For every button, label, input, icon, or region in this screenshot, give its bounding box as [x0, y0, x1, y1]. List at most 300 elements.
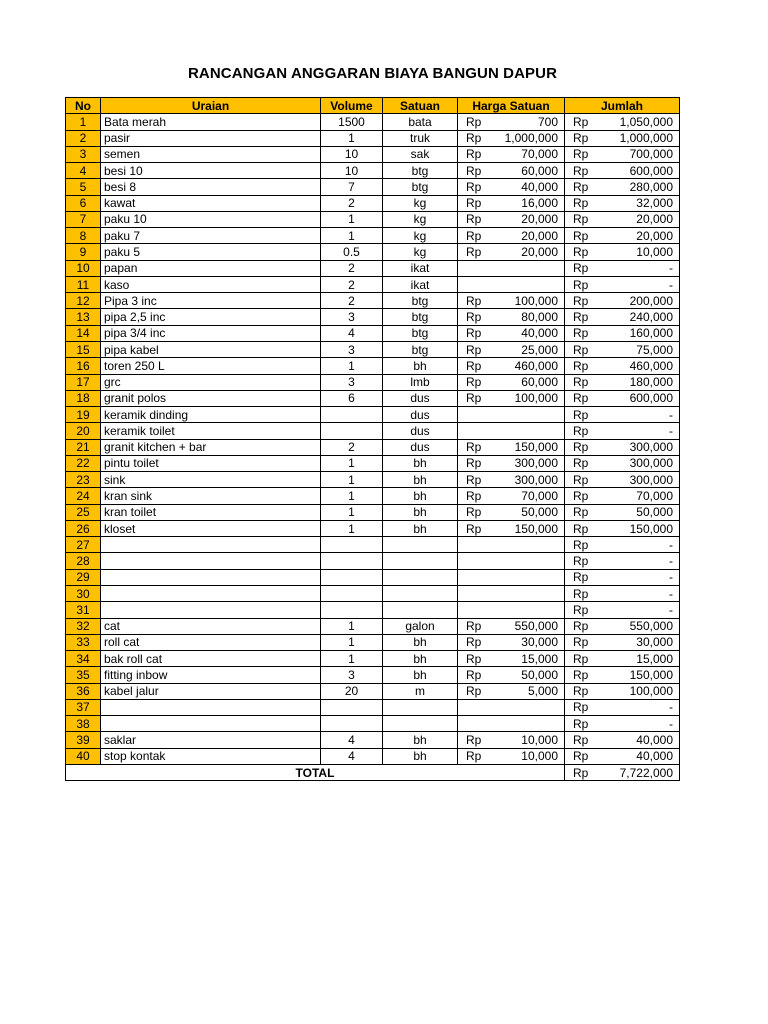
currency-label: Rp	[466, 212, 482, 227]
table-row	[66, 390, 680, 406]
row-no: 3	[66, 146, 101, 162]
row-no: 30	[66, 585, 101, 601]
currency-label: Rp	[573, 700, 589, 715]
row-uraian: pipa 2,5 inc	[101, 309, 321, 325]
row-no: 27	[66, 537, 101, 553]
row-jumlah-cell	[565, 325, 680, 341]
row-jumlah-cell	[565, 667, 680, 683]
row-jumlah-value: 300,000	[629, 456, 673, 471]
row-uraian: semen	[101, 146, 321, 162]
currency-label: Rp	[466, 131, 482, 146]
row-harga-satuan-value: 60,000	[521, 375, 558, 390]
row-jumlah-value: -	[669, 537, 673, 552]
row-no: 32	[66, 618, 101, 634]
row-jumlah-cell	[565, 423, 680, 439]
total-jumlah-cell	[565, 764, 680, 780]
row-harga-satuan-cell	[458, 374, 565, 390]
row-satuan: bh	[383, 748, 458, 764]
row-volume: 3	[321, 309, 383, 325]
header-harga-satuan: Harga Satuan	[458, 98, 565, 114]
row-jumlah-value: 40,000	[636, 732, 673, 747]
currency-label: Rp	[466, 635, 482, 650]
row-harga-satuan-cell	[458, 211, 565, 227]
row-satuan: sak	[383, 146, 458, 162]
row-harga-satuan-value: 150,000	[514, 521, 558, 536]
row-satuan	[383, 585, 458, 601]
row-harga-satuan-value: 50,000	[521, 505, 558, 520]
row-harga-satuan-cell	[458, 260, 565, 276]
currency-label: Rp	[573, 293, 589, 308]
table-row	[66, 488, 680, 504]
row-satuan: bh	[383, 455, 458, 471]
row-no: 29	[66, 569, 101, 585]
table-row	[66, 341, 680, 357]
row-jumlah-cell	[565, 374, 680, 390]
row-jumlah-value: -	[669, 277, 673, 292]
row-jumlah-cell	[565, 504, 680, 520]
row-no: 8	[66, 228, 101, 244]
currency-label: Rp	[466, 375, 482, 390]
row-volume: 1	[321, 455, 383, 471]
row-no: 18	[66, 390, 101, 406]
row-uraian: cat	[101, 618, 321, 634]
row-jumlah-cell	[565, 732, 680, 748]
table-row	[66, 716, 680, 732]
row-harga-satuan-value: 700	[537, 114, 558, 129]
row-no: 2	[66, 130, 101, 146]
row-jumlah-value: 160,000	[629, 326, 673, 341]
row-jumlah-cell	[565, 276, 680, 292]
row-harga-satuan-value: 20,000	[521, 212, 558, 227]
page-title: RANCANGAN ANGGARAN BIAYA BANGUN DAPUR	[188, 65, 557, 82]
row-no: 40	[66, 748, 101, 764]
row-harga-satuan-cell	[458, 146, 565, 162]
row-harga-satuan-cell	[458, 309, 565, 325]
currency-label: Rp	[573, 472, 589, 487]
row-uraian: keramik dinding	[101, 407, 321, 423]
row-volume: 20	[321, 683, 383, 699]
row-harga-satuan-value: 30,000	[521, 635, 558, 650]
total-label: TOTAL	[66, 764, 565, 780]
currency-label: Rp	[573, 684, 589, 699]
row-satuan: bh	[383, 472, 458, 488]
currency-label: Rp	[573, 554, 589, 569]
row-no: 33	[66, 634, 101, 650]
row-no: 16	[66, 358, 101, 374]
row-volume: 2	[321, 276, 383, 292]
row-harga-satuan-cell	[458, 553, 565, 569]
row-volume: 1	[321, 618, 383, 634]
row-uraian: sink	[101, 472, 321, 488]
row-uraian: paku 10	[101, 211, 321, 227]
row-volume	[321, 553, 383, 569]
currency-label: Rp	[573, 521, 589, 536]
table-row	[66, 683, 680, 699]
row-volume	[321, 602, 383, 618]
header-jumlah: Jumlah	[565, 98, 680, 114]
row-satuan: m	[383, 683, 458, 699]
row-harga-satuan-cell	[458, 179, 565, 195]
row-volume: 0.5	[321, 244, 383, 260]
row-jumlah-value: 70,000	[636, 489, 673, 503]
row-uraian: pipa kabel	[101, 341, 321, 357]
row-jumlah-value: -	[669, 716, 673, 731]
row-volume: 1	[321, 228, 383, 244]
row-jumlah-value: -	[669, 261, 673, 276]
table-row	[66, 439, 680, 455]
row-volume: 6	[321, 390, 383, 406]
row-jumlah-cell	[565, 358, 680, 374]
row-jumlah-value: 600,000	[629, 391, 673, 406]
row-uraian	[101, 553, 321, 569]
row-no: 10	[66, 260, 101, 276]
row-harga-satuan-cell	[458, 683, 565, 699]
row-jumlah-value: 32,000	[636, 196, 673, 211]
row-jumlah-cell	[565, 569, 680, 585]
row-jumlah-cell	[565, 651, 680, 667]
row-uraian: kaso	[101, 276, 321, 292]
currency-label: Rp	[466, 391, 482, 406]
row-satuan: bh	[383, 520, 458, 536]
row-uraian: fitting inbow	[101, 667, 321, 683]
row-harga-satuan-value: 100,000	[514, 391, 558, 406]
row-uraian: kawat	[101, 195, 321, 211]
row-uraian	[101, 699, 321, 715]
row-jumlah-value: 100,000	[629, 684, 673, 699]
row-uraian: pasir	[101, 130, 321, 146]
row-volume: 4	[321, 748, 383, 764]
table-row	[66, 260, 680, 276]
row-harga-satuan-value: 300,000	[514, 456, 558, 471]
currency-label: Rp	[573, 179, 589, 194]
row-jumlah-value: 280,000	[629, 179, 673, 194]
table-header-row	[66, 98, 680, 114]
row-satuan: kg	[383, 244, 458, 260]
currency-label: Rp	[573, 440, 589, 455]
row-satuan	[383, 569, 458, 585]
currency-label: Rp	[573, 261, 589, 276]
currency-label: Rp	[466, 732, 482, 747]
row-uraian: pintu toilet	[101, 455, 321, 471]
table-row	[66, 472, 680, 488]
currency-label: Rp	[466, 179, 482, 194]
currency-label: Rp	[573, 716, 589, 731]
row-harga-satuan-value: 15,000	[521, 651, 558, 666]
row-satuan: btg	[383, 179, 458, 195]
row-jumlah-value: -	[669, 700, 673, 715]
currency-label: Rp	[466, 684, 482, 699]
table-row	[66, 455, 680, 471]
row-jumlah-cell	[565, 472, 680, 488]
currency-label: Rp	[573, 114, 589, 129]
row-no: 1	[66, 114, 101, 130]
row-jumlah-value: 50,000	[636, 505, 673, 520]
table-row	[66, 114, 680, 130]
row-no: 9	[66, 244, 101, 260]
row-harga-satuan-cell	[458, 341, 565, 357]
row-harga-satuan-cell	[458, 455, 565, 471]
table-row	[66, 163, 680, 179]
row-satuan: galon	[383, 618, 458, 634]
row-jumlah-cell	[565, 488, 680, 504]
row-volume: 2	[321, 260, 383, 276]
row-harga-satuan-cell	[458, 130, 565, 146]
row-no: 22	[66, 455, 101, 471]
row-satuan	[383, 537, 458, 553]
row-no: 37	[66, 699, 101, 715]
currency-label: Rp	[573, 619, 589, 634]
row-harga-satuan-cell	[458, 244, 565, 260]
row-no: 36	[66, 683, 101, 699]
row-uraian: kloset	[101, 520, 321, 536]
row-jumlah-value: 240,000	[629, 310, 673, 325]
row-jumlah-cell	[565, 260, 680, 276]
row-no: 39	[66, 732, 101, 748]
row-harga-satuan-cell	[458, 667, 565, 683]
row-volume: 1	[321, 211, 383, 227]
row-jumlah-cell	[565, 179, 680, 195]
row-harga-satuan-cell	[458, 228, 565, 244]
row-harga-satuan-value: 100,000	[514, 293, 558, 308]
row-jumlah-cell	[565, 309, 680, 325]
row-satuan: dus	[383, 439, 458, 455]
currency-label: Rp	[573, 586, 589, 601]
row-volume: 3	[321, 341, 383, 357]
row-harga-satuan-cell	[458, 520, 565, 536]
table-row	[66, 325, 680, 341]
currency-label: Rp	[466, 245, 482, 260]
currency-label: Rp	[466, 651, 482, 666]
row-harga-satuan-value: 10,000	[521, 749, 558, 764]
row-jumlah-value: -	[669, 602, 673, 617]
row-jumlah-cell	[565, 439, 680, 455]
row-satuan: btg	[383, 293, 458, 309]
currency-label: Rp	[466, 358, 482, 373]
row-harga-satuan-value: 16,000	[521, 196, 558, 211]
row-harga-satuan-value: 20,000	[521, 245, 558, 260]
currency-label: Rp	[466, 667, 482, 682]
row-volume: 10	[321, 146, 383, 162]
row-satuan: kg	[383, 211, 458, 227]
row-satuan: btg	[383, 309, 458, 325]
row-satuan: bata	[383, 114, 458, 130]
row-satuan: kg	[383, 195, 458, 211]
row-harga-satuan-cell	[458, 114, 565, 130]
row-harga-satuan-value: 20,000	[521, 228, 558, 243]
row-jumlah-value: 180,000	[629, 375, 673, 390]
currency-label: Rp	[573, 358, 589, 373]
row-jumlah-value: -	[669, 570, 673, 585]
row-harga-satuan-value: 1,000,000	[504, 131, 558, 146]
row-satuan: truk	[383, 130, 458, 146]
row-uraian: besi 8	[101, 179, 321, 195]
currency-label: Rp	[573, 489, 589, 503]
row-satuan	[383, 602, 458, 618]
currency-label: Rp	[466, 342, 482, 357]
row-harga-satuan-value: 25,000	[521, 342, 558, 357]
currency-label: Rp	[573, 602, 589, 617]
row-uraian: Bata merah	[101, 114, 321, 130]
table-row	[66, 585, 680, 601]
row-no: 11	[66, 276, 101, 292]
table-row	[66, 748, 680, 764]
row-volume	[321, 716, 383, 732]
row-no: 20	[66, 423, 101, 439]
row-harga-satuan-cell	[458, 748, 565, 764]
row-uraian: paku 5	[101, 244, 321, 260]
header-satuan: Satuan	[383, 98, 458, 114]
row-harga-satuan-value: 40,000	[521, 326, 558, 341]
table-row	[66, 407, 680, 423]
currency-label: Rp	[573, 391, 589, 406]
table-row	[66, 618, 680, 634]
currency-label: Rp	[573, 456, 589, 471]
row-uraian: kabel jalur	[101, 683, 321, 699]
row-harga-satuan-cell	[458, 537, 565, 553]
row-jumlah-cell	[565, 537, 680, 553]
currency-label: Rp	[466, 147, 482, 162]
row-uraian: toren 250 L	[101, 358, 321, 374]
row-uraian: papan	[101, 260, 321, 276]
row-harga-satuan-cell	[458, 569, 565, 585]
table-row	[66, 276, 680, 292]
row-no: 19	[66, 407, 101, 423]
row-harga-satuan-cell	[458, 390, 565, 406]
table-row	[66, 423, 680, 439]
row-satuan: dus	[383, 390, 458, 406]
table-row	[66, 537, 680, 553]
row-harga-satuan-cell	[458, 472, 565, 488]
row-harga-satuan-cell	[458, 504, 565, 520]
currency-label: Rp	[573, 635, 589, 650]
currency-label: Rp	[573, 570, 589, 585]
currency-label: Rp	[466, 619, 482, 634]
table-row	[66, 146, 680, 162]
row-no: 5	[66, 179, 101, 195]
row-uraian: grc	[101, 374, 321, 390]
row-jumlah-value: 460,000	[629, 358, 673, 373]
row-jumlah-value: 75,000	[636, 342, 673, 357]
row-no: 23	[66, 472, 101, 488]
table-row	[66, 602, 680, 618]
row-no: 21	[66, 439, 101, 455]
row-jumlah-cell	[565, 244, 680, 260]
row-uraian: roll cat	[101, 634, 321, 650]
row-satuan: bh	[383, 634, 458, 650]
row-harga-satuan-cell	[458, 488, 565, 504]
currency-label: Rp	[573, 163, 589, 178]
row-jumlah-cell	[565, 455, 680, 471]
row-no: 38	[66, 716, 101, 732]
row-jumlah-value: -	[669, 554, 673, 569]
row-harga-satuan-cell	[458, 407, 565, 423]
table-row	[66, 374, 680, 390]
row-harga-satuan-value: 60,000	[521, 163, 558, 178]
row-harga-satuan-cell	[458, 618, 565, 634]
row-volume	[321, 585, 383, 601]
currency-label: Rp	[466, 489, 482, 503]
row-jumlah-cell	[565, 163, 680, 179]
row-harga-satuan-cell	[458, 439, 565, 455]
row-jumlah-value: 550,000	[629, 619, 673, 634]
table-body	[66, 114, 680, 765]
row-harga-satuan-cell	[458, 195, 565, 211]
row-harga-satuan-cell	[458, 276, 565, 292]
currency-label: Rp	[466, 293, 482, 308]
row-jumlah-cell	[565, 146, 680, 162]
row-volume: 1500	[321, 114, 383, 130]
row-jumlah-value: 300,000	[629, 472, 673, 487]
row-jumlah-cell	[565, 716, 680, 732]
row-satuan: dus	[383, 407, 458, 423]
row-harga-satuan-cell	[458, 423, 565, 439]
row-jumlah-value: 300,000	[629, 440, 673, 455]
table-row	[66, 634, 680, 650]
row-jumlah-cell	[565, 520, 680, 536]
currency-label: Rp	[466, 196, 482, 211]
table-row	[66, 293, 680, 309]
row-jumlah-value: 600,000	[629, 163, 673, 178]
currency-label: Rp	[466, 228, 482, 243]
row-jumlah-cell	[565, 585, 680, 601]
currency-label: Rp	[573, 537, 589, 552]
currency-label: Rp	[573, 407, 589, 422]
row-harga-satuan-cell	[458, 699, 565, 715]
currency-label: Rp	[573, 326, 589, 341]
row-harga-satuan-value: 40,000	[521, 179, 558, 194]
row-uraian: granit polos	[101, 390, 321, 406]
row-volume	[321, 569, 383, 585]
row-no: 31	[66, 602, 101, 618]
row-satuan: bh	[383, 667, 458, 683]
row-satuan	[383, 716, 458, 732]
row-uraian: pipa 3/4 inc	[101, 325, 321, 341]
row-volume: 3	[321, 667, 383, 683]
row-volume: 2	[321, 293, 383, 309]
row-jumlah-value: 150,000	[629, 667, 673, 682]
row-harga-satuan-value: 70,000	[521, 147, 558, 162]
row-jumlah-value: -	[669, 407, 673, 422]
row-jumlah-cell	[565, 407, 680, 423]
row-satuan: bh	[383, 488, 458, 504]
currency-label: Rp	[573, 505, 589, 520]
row-jumlah-value: 10,000	[636, 245, 673, 260]
table-row	[66, 309, 680, 325]
row-volume	[321, 699, 383, 715]
row-no: 4	[66, 163, 101, 179]
row-volume: 1	[321, 488, 383, 504]
table-row	[66, 732, 680, 748]
row-satuan	[383, 699, 458, 715]
row-volume: 10	[321, 163, 383, 179]
row-jumlah-cell	[565, 683, 680, 699]
table-row	[66, 358, 680, 374]
row-no: 35	[66, 667, 101, 683]
row-harga-satuan-cell	[458, 293, 565, 309]
row-harga-satuan-value: 80,000	[521, 310, 558, 325]
currency-label: Rp	[573, 147, 589, 162]
row-jumlah-value: 1,000,000	[619, 131, 673, 146]
row-jumlah-cell	[565, 211, 680, 227]
row-satuan: bh	[383, 651, 458, 667]
row-volume: 1	[321, 651, 383, 667]
currency-label: Rp	[573, 651, 589, 666]
currency-label: Rp	[466, 114, 482, 129]
row-jumlah-value: 1,050,000	[619, 114, 673, 129]
currency-label: Rp	[573, 765, 589, 780]
row-jumlah-cell	[565, 390, 680, 406]
table-row	[66, 553, 680, 569]
